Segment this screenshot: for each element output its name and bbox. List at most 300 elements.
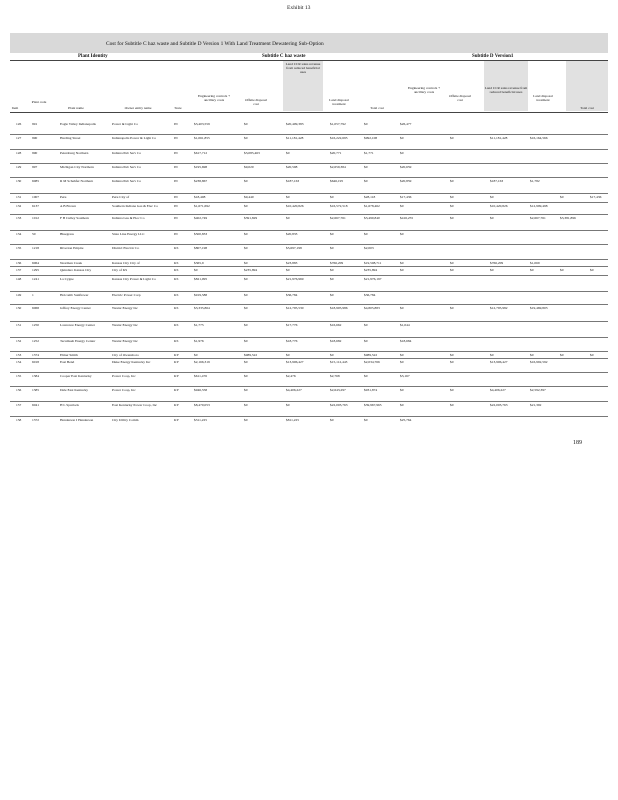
cell-state: KS [174, 261, 179, 265]
cell-ccr-revenue-c: $811,225 [286, 418, 299, 422]
cell-plant-name: F B Culley Southern [60, 216, 89, 220]
cell-offsite-cost-c: $0 [244, 360, 248, 364]
cell-ccr-revenue-c: $20,409,383 [286, 122, 304, 126]
cell-owner-entity: State Line Energy LLC [112, 232, 145, 236]
cell-engineering-cost-d: $416,255 [400, 216, 414, 220]
cell-owner-entity: Indiana Pub Serv Co [112, 165, 142, 169]
exhibit-label: Exhibit 13 [287, 5, 311, 11]
cell-plant-name: Quindaro Kansas City [60, 268, 92, 272]
cell-offsite-cost-c: $0 [244, 293, 248, 297]
cell-item-number: 135 [16, 246, 22, 250]
cell-plant-code: 1385 [32, 388, 39, 392]
header-item: Item [11, 106, 19, 110]
cell-offsite-cost-c: $0 [244, 403, 248, 407]
cell-plant-code: 1295 [32, 268, 39, 272]
cell-ccr-revenue-c: $5,697,198 [286, 246, 302, 250]
cell-offsite-cost-c: $0 [244, 418, 248, 422]
cell-total-cost-d-a: $0 [560, 353, 564, 357]
cell-land-treatment-d: $2,592,397 [530, 388, 546, 392]
cell-ccr-revenue-c: $23,883 [286, 261, 298, 265]
cell-state: IN [174, 136, 178, 140]
cell-engineering-cost-d: $0 [400, 151, 404, 155]
cell-item-number: 153 [16, 353, 22, 357]
cell-state: KS [174, 323, 179, 327]
header-ccr-revenue-c: Land CCR sales revenue from reduced beneficial uses [285, 62, 321, 74]
cell-land-treatment-c: $20,771 [330, 151, 342, 155]
cell-plant-name: Bluegrass [60, 232, 74, 236]
cell-plant-name: Harding Street [60, 136, 81, 140]
cell-total-cost-c: $39,967,965 [364, 403, 382, 407]
cell-ccr-revenue-c: $0 [286, 216, 290, 220]
row-divider [10, 230, 608, 231]
cell-owner-entity: District Electric Co [112, 246, 140, 250]
row-divider [10, 275, 608, 276]
cell-item-number: 152 [16, 339, 22, 343]
cell-plant-code: 991 [32, 122, 38, 126]
cell-offsite-cost-d: $0 [450, 136, 454, 140]
row-divider [10, 372, 608, 373]
cell-engineering-cost-d: $1,044 [400, 323, 410, 327]
cell-owner-entity: Westar Energy Inc [112, 339, 138, 343]
cell-offsite-cost-c: $0 [244, 306, 248, 310]
cell-ccr-revenue-c: $17,776 [286, 323, 298, 327]
cell-ccr-revenue-c: $2,476 [286, 374, 296, 378]
header-shade-total-d [566, 61, 608, 111]
cell-engineering-cost-c: $8,470,053 [194, 403, 210, 407]
cell-land-treatment-c: $766,209 [330, 261, 344, 265]
page-number: 189 [573, 440, 582, 446]
cell-plant-code: 1374 [32, 353, 39, 357]
cell-engineering-cost-c: $500,833 [194, 232, 208, 236]
cell-land-treatment-d: $21,392 [530, 403, 542, 407]
cell-state: KY [174, 353, 180, 357]
row-divider [10, 149, 608, 150]
cell-ccr-revenue-c: $0 [286, 353, 290, 357]
row-divider [10, 304, 608, 305]
cell-ccr-revenue-d: $4,406,227 [490, 388, 506, 392]
cell-state: IN [174, 179, 178, 183]
cell-engineering-cost-d: $17,436 [400, 195, 412, 199]
row-divider [10, 163, 608, 164]
cell-land-treatment-c: $18,905,986 [330, 306, 348, 310]
cell-state: KS [174, 293, 179, 297]
cell-plant-name: Dale East Kentucky [60, 388, 88, 392]
cell-plant-name: Petersburg Northern [60, 151, 89, 155]
cell-offsite-cost-c: $0 [244, 232, 248, 236]
cell-total-cost-c: $235,894 [364, 268, 378, 272]
cell-state: IN [174, 195, 178, 199]
cell-plant-code: 6068 [32, 306, 39, 310]
cell-owner-entity: Indiana Pub Serv Co [112, 179, 142, 183]
row-divider [10, 244, 608, 245]
cell-offsite-cost-c: $9,020 [244, 165, 254, 169]
cell-offsite-cost-c: $9,440 [244, 195, 254, 199]
cell-plant-name: Peru [60, 195, 67, 199]
cell-land-treatment-d: $19,469,803 [530, 306, 548, 310]
cell-offsite-cost-d: $0 [450, 204, 454, 208]
cell-offsite-cost-d: $0 [450, 306, 454, 310]
cell-offsite-cost-c: $0 [244, 122, 248, 126]
cell-offsite-cost-c: $0 [244, 246, 248, 250]
cell-item-number: 148 [16, 277, 22, 281]
cell-total-cost-d: $17,436 [590, 195, 602, 199]
cell-engineering-cost-d: $0 [400, 261, 404, 265]
cell-total-cost-d: $0 [590, 268, 594, 272]
cell-ccr-revenue-c: $11,181,428 [286, 136, 304, 140]
cell-offsite-cost-d: $0 [450, 388, 454, 392]
cell-ccr-revenue-c: $13,906,427 [286, 360, 304, 364]
cell-owner-entity: City of Owensboro [112, 353, 139, 357]
cell-land-treatment-c: $0 [330, 232, 334, 236]
cell-plant-name: Lawrence Energy Center [60, 323, 95, 327]
cell-offsite-cost-c: $391,829 [244, 216, 258, 220]
cell-ccr-revenue-c: $10,420,826 [286, 204, 304, 208]
cell-plant-name: H L Spurlock [60, 403, 79, 407]
cell-land-treatment-c: $22,003,763 [330, 403, 348, 407]
cell-item-number: 133 [16, 216, 22, 220]
cell-engineering-cost-d: $0 [400, 268, 404, 272]
cell-state: KY [174, 374, 180, 378]
cell-land-treatment-d: $16,164,566 [530, 136, 548, 140]
cell-owner-entity: East Kentucky Power Coop, Inc [112, 403, 158, 407]
header-land-d: Land disposal treatment [533, 94, 553, 102]
cell-land-treatment-c: $0 [330, 418, 334, 422]
cell-total-cost-c: $0 [364, 418, 368, 422]
cell-engineering-cost-c: $807,198 [194, 246, 208, 250]
row-divider [10, 214, 608, 215]
cell-state: IN [174, 216, 178, 220]
cell-offsite-cost-c: $0 [244, 261, 248, 265]
cell-plant-code: 1218 [32, 246, 39, 250]
cell-land-treatment-c: $16,662 [330, 323, 342, 327]
cell-owner-entity: Kansas City Power & Light Co [112, 277, 156, 281]
cell-total-cost-c: $19,508,711 [364, 261, 382, 265]
cell-plant-name: Michigan City Northern [60, 165, 94, 169]
cell-engineering-cost-c: $311,225 [194, 418, 207, 422]
cell-item-number: 131 [16, 195, 22, 199]
cell-plant-code: 6018 [32, 360, 39, 364]
cell-state: KY [174, 418, 180, 422]
cell-total-cost-d-a: $0 [560, 268, 564, 272]
header-total-c: Total cost [370, 106, 384, 110]
cell-total-cost-c: $0 [364, 232, 368, 236]
cell-ccr-revenue-c: $20,833 [286, 232, 298, 236]
cell-plant-code: 1241 [32, 277, 39, 281]
cell-total-cost-c: $2,003 [364, 246, 374, 250]
header-offsite-d: Offsite disposal cost [448, 94, 471, 102]
cell-item-number: 134 [16, 232, 22, 236]
cell-plant-name: Elmer Smith [60, 353, 78, 357]
cell-ccr-revenue-d: $11,181,428 [490, 136, 508, 140]
cell-plant-code: 990 [32, 151, 38, 155]
cell-state: KS [174, 246, 179, 250]
cell-state: KS [174, 306, 179, 310]
cell-land-treatment-c: $0 [330, 353, 334, 357]
cell-offsite-cost-c: $0 [244, 323, 248, 327]
cell-engineering-cost-d: $20,659 [400, 165, 412, 169]
cell-plant-code: 6137 [32, 204, 39, 208]
row-divider [10, 291, 608, 292]
cell-engineering-cost-c: $1,976 [194, 339, 204, 343]
cell-offsite-cost-c: $0 [244, 374, 248, 378]
cell-total-cost-c: $21,976,197 [364, 277, 382, 281]
cell-engineering-cost-c: $946,558 [194, 388, 208, 392]
cell-plant-code: 6085 [32, 179, 39, 183]
cell-land-treatment-c: $0 [330, 246, 334, 250]
cell-plant-code: 1 [32, 293, 34, 297]
cell-offsite-cost-c: $0 [244, 136, 248, 140]
cell-total-cost-c: $0 [364, 122, 368, 126]
cell-ccr-revenue-c: $4,406,227 [286, 388, 302, 392]
cell-engineering-cost-d: $26,477 [400, 122, 412, 126]
cell-item-number: 137 [16, 268, 22, 272]
cell-owner-entity: Power Coop, Inc [112, 374, 136, 378]
cell-state: IN [174, 165, 178, 169]
row-divider [10, 416, 608, 417]
cell-offsite-cost-c: $3,085,463 [244, 151, 260, 155]
cell-land-treatment-c: $0 [330, 195, 334, 199]
cell-engineering-cost-d: $0 [400, 232, 404, 236]
cell-land-treatment-c: $15,112,443 [330, 360, 348, 364]
cell-offsite-cost-d: $0 [450, 403, 454, 407]
cell-owner-entity: Southern Indiana Gas & Elec Co [112, 204, 158, 208]
row-divider [10, 321, 608, 322]
cell-total-cost-d: $0 [590, 353, 594, 357]
cell-plant-name: Henderson I Henderson [60, 418, 94, 422]
cell-ccr-revenue-d: $22,003,763 [490, 403, 508, 407]
cell-offsite-cost-d: $0 [450, 216, 454, 220]
cell-total-cost-c: $28,118 [364, 195, 376, 199]
cell-item-number: 129 [16, 165, 22, 169]
cell-land-treatment-c: $16,572,518 [330, 204, 348, 208]
cell-plant-code: 1372 [32, 418, 39, 422]
cell-item-number: 158 [16, 418, 22, 422]
cell-land-treatment-c: $2,659,384 [330, 165, 346, 169]
cell-item-number: 136 [16, 261, 22, 265]
cell-owner-entity: Power Coop, Inc [112, 388, 136, 392]
cell-plant-code: 997 [32, 165, 38, 169]
cell-engineering-cost-c: $919,588 [194, 293, 208, 297]
cell-engineering-cost-c: $611,476 [194, 374, 207, 378]
cell-total-cost-c: $0 [364, 374, 368, 378]
cell-state: KY [174, 403, 180, 407]
row-divider [10, 386, 608, 387]
cell-total-cost-c: $4,805,883 [364, 306, 380, 310]
header-rule [10, 112, 608, 113]
cell-ccr-revenue-d: $0 [490, 216, 494, 220]
cell-plant-name: East Bend [60, 360, 75, 364]
header-plant-code: Plant code [31, 100, 47, 104]
cell-ccr-revenue-d: $13,906,427 [490, 360, 508, 364]
section-plant-identity: Plant Identity [78, 54, 108, 59]
cell-item-number: 128 [16, 151, 22, 155]
cell-ccr-revenue-d: $766,209 [490, 261, 504, 265]
cell-plant-name: Cooper East Kentucky [60, 374, 92, 378]
cell-ccr-revenue-c: $36,784 [286, 293, 298, 297]
cell-land-treatment-d: $0 [530, 268, 534, 272]
cell-total-cost-c: $1,771 [364, 151, 374, 155]
header-total-d: Total cost [580, 106, 594, 110]
cell-engineering-cost-c: $402,749 [194, 216, 208, 220]
cell-owner-entity: City Utility Comm [112, 418, 139, 422]
cell-engineering-cost-c: $1,671,692 [194, 204, 210, 208]
cell-offsite-cost-d: $0 [450, 179, 454, 183]
cell-engineering-cost-d: $25,764 [400, 418, 412, 422]
header-eng-controls-d: Engineering controls + ancillary costs [407, 86, 441, 94]
cell-owner-entity: Indiana Gas & Elec Co [112, 216, 145, 220]
row-divider [10, 193, 608, 194]
cell-engineering-cost-c: $3,335,864 [194, 306, 210, 310]
cell-ccr-revenue-c: $18,776 [286, 339, 298, 343]
cell-state: KS [174, 277, 179, 281]
cell-plant-name: Holcomb Sunflower [60, 293, 89, 297]
cell-ccr-revenue-c: $187,163 [286, 179, 300, 183]
cell-plant-name: Nearman Creek [60, 261, 83, 265]
cell-owner-entity: City of KS [112, 268, 128, 272]
cell-land-treatment-d: $1,782 [530, 179, 540, 183]
cell-state: IN [174, 232, 178, 236]
section-subtitle-d: Subtitle D Version1 [472, 54, 514, 59]
cell-engineering-cost-d: $0 [400, 360, 404, 364]
row-divider [10, 202, 608, 203]
cell-total-cost-c: $0 [364, 165, 368, 169]
cell-plant-code: 50 [32, 232, 36, 236]
cell-plant-name: R M Schahfer Northern [60, 179, 94, 183]
cell-engineering-cost-d: $3,167 [400, 374, 410, 378]
cell-land-treatment-d: $2,667,761 [530, 216, 546, 220]
cell-item-number: 156 [16, 388, 22, 392]
cell-engineering-cost-c: $2,166,319 [194, 360, 210, 364]
cell-ccr-revenue-c: $0 [286, 195, 290, 199]
cell-plant-name: Riverton Empire [60, 246, 84, 250]
cell-land-treatment-c: $16,222,695 [330, 136, 348, 140]
cell-ccr-revenue-d: $0 [490, 353, 494, 357]
cell-owner-entity: Indiana Pub Serv Co [112, 151, 142, 155]
cell-total-cost-d-a: $3,381,896 [560, 216, 576, 220]
cell-engineering-cost-c: $821,095 [194, 277, 208, 281]
cell-engineering-cost-c: $1,775 [194, 323, 204, 327]
cell-item-number: 132 [16, 204, 22, 208]
cell-state: KS [174, 268, 179, 272]
cell-total-cost-c: $1,678,462 [364, 204, 380, 208]
cell-plant-code: 1384 [32, 374, 39, 378]
cell-plant-name: Jeffrey Energy Center [60, 306, 91, 310]
cell-plant-code: 1007 [32, 195, 39, 199]
cell-state: KY [174, 388, 180, 392]
cell-engineering-cost-d: $0 [400, 136, 404, 140]
header-plant-name: Plant name [68, 106, 84, 110]
cell-engineering-cost-c: $238,867 [194, 179, 208, 183]
cell-plant-code: 6041 [32, 403, 39, 407]
cell-ccr-revenue-d: $187,163 [490, 179, 504, 183]
header-eng-controls-c: Engineering controls + ancillary costs [197, 94, 231, 102]
cell-ccr-revenue-d: $10,420,826 [490, 204, 508, 208]
header-offsite-c: Offsite disposal cost [244, 98, 267, 106]
cell-land-treatment-c: $0 [330, 268, 334, 272]
cell-offsite-cost-d: $0 [450, 353, 454, 357]
cell-item-number: 130 [16, 179, 22, 183]
cell-ccr-revenue-d: $12,795,982 [490, 306, 508, 310]
row-divider [10, 134, 608, 135]
cell-engineering-cost-c: $18,408 [194, 195, 206, 199]
cell-engineering-cost-d: $0 [400, 306, 404, 310]
cell-total-cost-c: $992,108 [364, 136, 378, 140]
cell-owner-entity: Indianapolis Power & Light Co [112, 136, 157, 140]
cell-engineering-cost-d: $18,684 [400, 339, 412, 343]
cell-land-treatment-c: $646,195 [330, 179, 344, 183]
cell-total-cost-c: $36,784 [364, 293, 376, 297]
row-divider [10, 266, 608, 267]
cell-engineering-cost-c: $617,712 [194, 151, 208, 155]
cell-land-treatment-c: $0 [330, 293, 334, 297]
cell-engineering-cost-c: $365,9 [194, 261, 204, 265]
cell-plant-code: 990 [32, 136, 38, 140]
cell-plant-code: 1012 [32, 216, 39, 220]
cell-ccr-revenue-d: $0 [490, 268, 494, 272]
cell-offsite-cost-c: $0 [244, 339, 248, 343]
cell-total-cost-c: $0 [364, 179, 368, 183]
cell-plant-name: A B Brown [60, 204, 76, 208]
cell-offsite-cost-d: $0 [450, 360, 454, 364]
cell-item-number: 150 [16, 306, 22, 310]
cell-plant-name: La Cygne [60, 277, 74, 281]
cell-owner-entity: Electric Power Corp [112, 293, 141, 297]
cell-ccr-revenue-c: $20,598 [286, 165, 298, 169]
cell-engineering-cost-d: $0 [400, 403, 404, 407]
cell-total-cost-c: $989,522 [364, 353, 378, 357]
cell-engineering-cost-c: $0 [194, 268, 198, 272]
cell-item-number: 126 [16, 122, 22, 126]
cell-land-treatment-d: $1,069 [530, 261, 540, 265]
cell-state: KY [174, 360, 180, 364]
cell-engineering-cost-c: $0 [194, 353, 198, 357]
cell-ccr-revenue-c: $0 [286, 151, 290, 155]
cell-offsite-cost-d: $0 [450, 268, 454, 272]
cell-offsite-cost-d: $0 [450, 261, 454, 265]
table-title: Cost for Subtitle C haz waste and Subtitle D Version 1 With Land Treatment Dewatering Sub-Option [106, 41, 324, 47]
cell-owner-entity: Peru City of [112, 195, 130, 199]
cell-owner-entity: Westar Energy Inc [112, 323, 138, 327]
cell-engineering-cost-c: $1,061,855 [194, 136, 210, 140]
cell-plant-code: 1252 [32, 339, 39, 343]
cell-land-treatment-d: $0 [530, 353, 534, 357]
cell-ccr-revenue-c: $12,795,530 [286, 306, 304, 310]
cell-land-treatment-c: $1,057,792 [330, 122, 346, 126]
cell-land-treatment-c: $2,643,297 [330, 388, 346, 392]
cell-land-treatment-c: $0 [330, 277, 334, 281]
header-land-c: Land disposal treatment [329, 98, 349, 106]
cell-ccr-revenue-c: $0 [286, 403, 290, 407]
cell-item-number: 149 [16, 293, 22, 297]
cell-engineering-cost-c: $3,403,559 [194, 122, 210, 126]
cell-offsite-cost-c: $0 [244, 388, 248, 392]
cell-offsite-cost-c: $0 [244, 277, 248, 281]
header-owner-entity: Owner entity name [124, 106, 152, 110]
cell-engineering-cost-d: $0 [400, 388, 404, 392]
cell-land-treatment-d: $16,992,592 [530, 360, 548, 364]
cell-state: IN [174, 204, 178, 208]
cell-state: IN [174, 151, 178, 155]
row-divider [10, 337, 608, 338]
cell-offsite-cost-c: $0 [244, 179, 248, 183]
cell-state: KS [174, 339, 179, 343]
cell-ccr-revenue-c: $21,976,969 [286, 277, 304, 281]
cell-total-cost-c: $3,490,840 [364, 216, 380, 220]
cell-owner-entity: Duke Energy Kentucky Inc [112, 360, 151, 364]
cell-total-cost-d-a: $0 [560, 195, 564, 199]
cell-owner-entity: Kansas City City of [112, 261, 140, 265]
cell-engineering-cost-d: $0 [400, 353, 404, 357]
